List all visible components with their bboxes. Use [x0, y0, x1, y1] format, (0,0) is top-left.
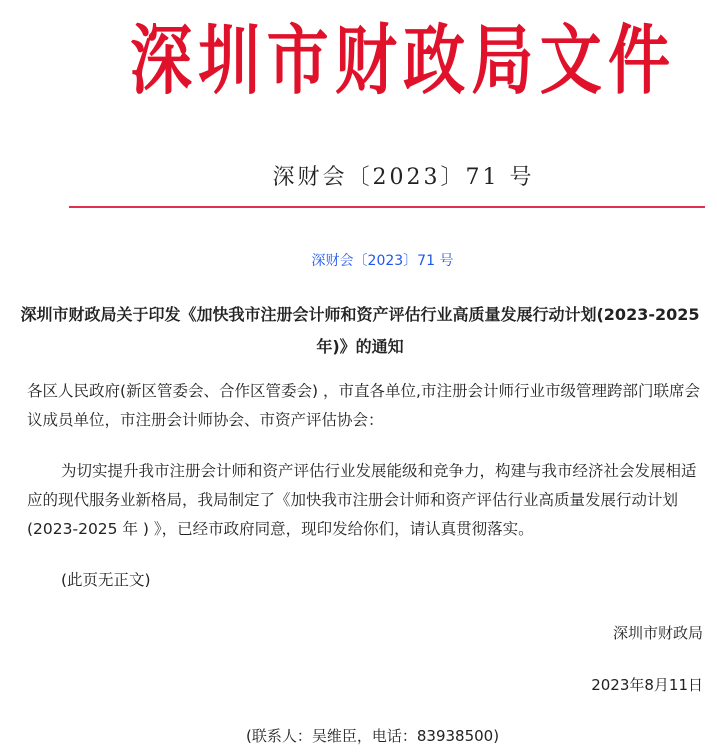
masthead-char: 财 — [334, 15, 397, 105]
issuer-signature: 深圳市财政局 — [612, 624, 703, 642]
masthead-char: 市 — [266, 15, 329, 105]
notice-title: 深圳市财政局关于印发《加快我市注册会计师和资产评估行业高质量发展行动计划(2023-2025 年)》的通知 — [20, 305, 700, 356]
masthead-char: 圳 — [198, 15, 261, 105]
body-paragraph: 为切实提升我市注册会计师和资产评估行业发展能级和竞争力，构建与我市经济社会发展相适应的现代服务业新格局，我局制定了《加快我市注册会计师和资产评估行业高质量发展行动计划(2023-2025 年 ) 》，已经市政府同意，现印发给你们，请认真贯彻落实。 — [27, 462, 697, 538]
masthead-title — [130, 6, 670, 116]
masthead-char: 文 — [539, 15, 602, 105]
contact-info: (联系人：吴维臣，电话：83938500) — [246, 727, 500, 745]
no-text-note: (此页无正文) — [61, 571, 151, 589]
masthead-char: 政 — [403, 15, 466, 105]
issue-date: 2023年8月11日 — [591, 676, 703, 694]
document-number-link[interactable]: 深财会〔2023〕71 号 — [311, 253, 454, 269]
masthead-char: 件 — [607, 15, 670, 105]
document-number-header: 深财会〔2023〕71 号 — [272, 165, 535, 190]
masthead-char: 深 — [130, 15, 193, 105]
addressee-paragraph: 各区人民政府(新区管委会、合作区管委会) ，市直各单位,市注册会计师行业市级管理跨部门联席会议成员单位，市注册会计师协会、市资产评估协会： — [27, 382, 700, 429]
red-divider-rule — [69, 206, 705, 208]
masthead-char: 局 — [471, 15, 534, 105]
